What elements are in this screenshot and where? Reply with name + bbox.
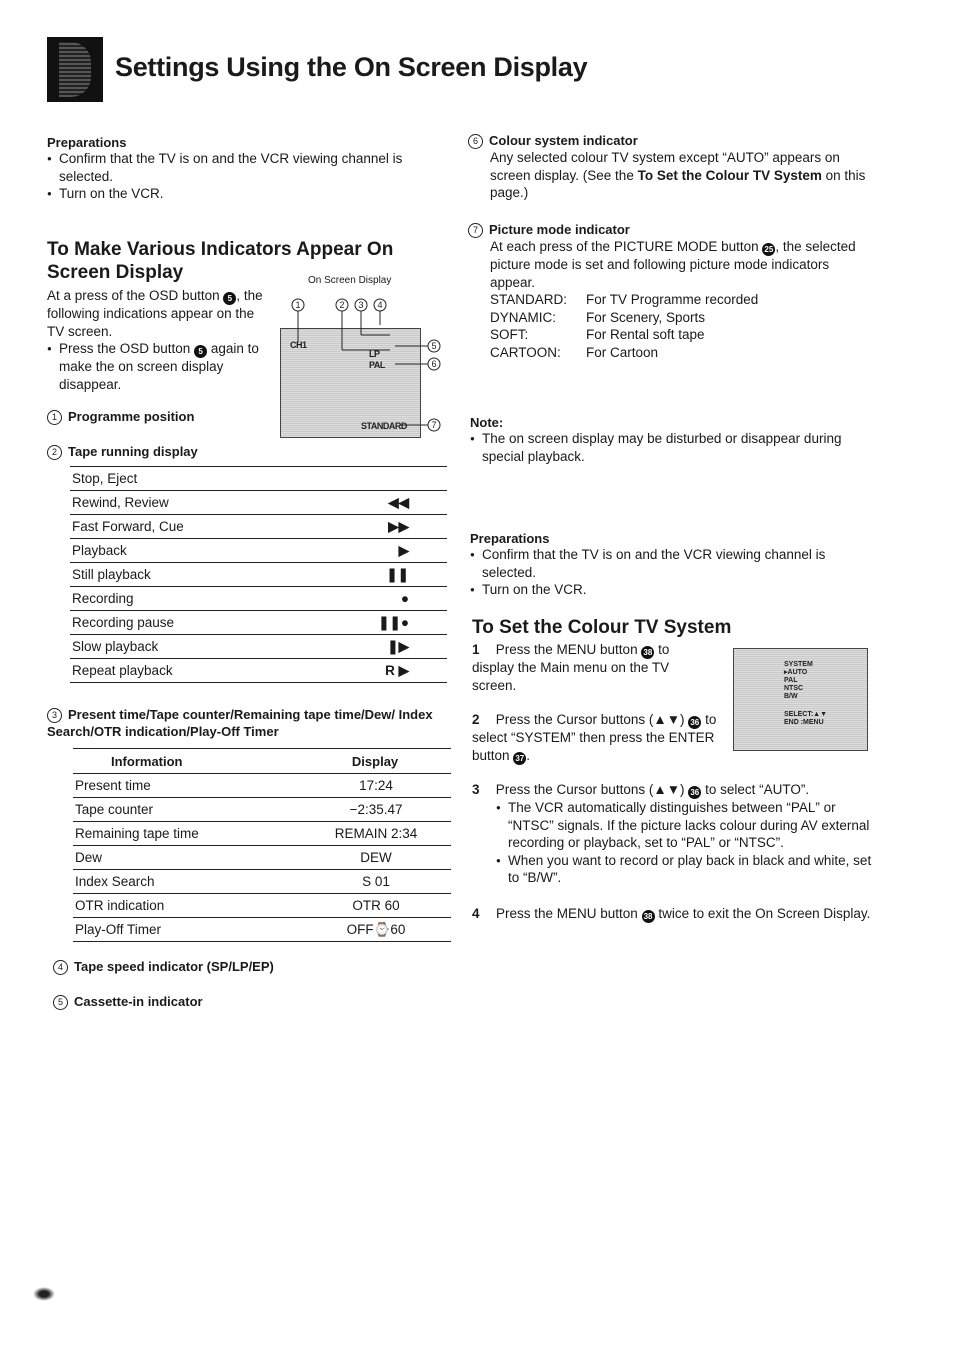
table-row bbox=[70, 611, 447, 635]
item-tape-speed bbox=[53, 959, 274, 975]
display-cell: DEW bbox=[299, 846, 451, 870]
step-text-mid: to select “SYSTEM” then press the ENTER button bbox=[472, 712, 717, 763]
picture-mode-text-end: , the selected picture mode is set and following picture mode indicators appear. bbox=[490, 239, 856, 290]
callout-2: 2 bbox=[339, 300, 345, 310]
item-label: Present time/Tape counter/Remaining tape time/Dew/ Index Search/OTR indication/Play-Off Timer bbox=[47, 707, 433, 739]
colour-system-link: To Set the Colour TV System bbox=[637, 167, 822, 183]
item-label: Programme position bbox=[68, 409, 195, 424]
picture-mode-row bbox=[490, 344, 868, 362]
table-row bbox=[73, 894, 451, 918]
tape-symbol-cell: ● bbox=[302, 587, 447, 611]
preparations-block bbox=[47, 135, 447, 203]
item-number: 1 bbox=[47, 410, 62, 425]
item-number: 2 bbox=[47, 445, 62, 460]
item-label: Picture mode indicator bbox=[489, 222, 630, 237]
step-text: Press the MENU button bbox=[495, 642, 642, 657]
system-menu-figure bbox=[733, 648, 868, 751]
step-number: 2 bbox=[472, 712, 480, 727]
note-text: ● The on screen display may be disturbed or disappear during special playback. bbox=[470, 430, 870, 465]
step-text: Press the Cursor buttons (▲▼) bbox=[495, 712, 689, 727]
info-cell: OTR indication bbox=[73, 894, 299, 918]
item-label: Colour system indicator bbox=[489, 133, 638, 148]
item-label: Tape speed indicator (SP/LP/EP) bbox=[74, 959, 274, 974]
tape-symbol-cell: ❚❚● bbox=[302, 611, 447, 635]
table-row bbox=[70, 539, 447, 563]
col-header-display: Display bbox=[299, 749, 451, 774]
tape-symbol-cell: ◀◀ bbox=[302, 491, 447, 515]
table-row bbox=[73, 798, 451, 822]
menu-label: PAL bbox=[784, 677, 798, 684]
prep-item: ● Turn on the VCR. bbox=[47, 185, 447, 203]
tape-mode-cell: Fast Forward, Cue bbox=[70, 515, 302, 539]
callout-1: 1 bbox=[295, 300, 301, 310]
osd-button-icon: 5 bbox=[194, 345, 207, 358]
item-tape-running bbox=[47, 444, 198, 460]
info-cell: Remaining tape time bbox=[73, 822, 299, 846]
step-text: Press the Cursor buttons (▲▼) bbox=[495, 782, 689, 797]
cursor-button-icon: 36 bbox=[688, 716, 701, 729]
tape-symbol-cell: ▶ bbox=[302, 539, 447, 563]
bullet-text: Press the OSD button bbox=[59, 341, 191, 356]
callout-4: 4 bbox=[377, 300, 383, 310]
table-row bbox=[73, 846, 451, 870]
table-row bbox=[70, 467, 447, 491]
table-row bbox=[70, 491, 447, 515]
display-cell: −2:35.47 bbox=[299, 798, 451, 822]
step-4 bbox=[472, 905, 872, 923]
table-row bbox=[70, 563, 447, 587]
menu-label: B/W bbox=[784, 693, 798, 700]
callout-3: 3 bbox=[358, 300, 364, 310]
picture-mode-row bbox=[490, 309, 868, 327]
item-number: 4 bbox=[53, 960, 68, 975]
table-row bbox=[70, 635, 447, 659]
osd-intro bbox=[47, 287, 265, 340]
picture-mode-row bbox=[490, 291, 868, 309]
tape-mode-cell: Repeat playback bbox=[70, 659, 302, 683]
mode-desc: For Rental soft tape bbox=[586, 327, 705, 343]
step-text: Press the MENU button bbox=[496, 906, 642, 921]
item-number: 5 bbox=[53, 995, 68, 1010]
item-colour-system bbox=[468, 133, 868, 202]
pal-label: PAL bbox=[369, 360, 385, 370]
step-1 bbox=[472, 641, 697, 694]
tape-symbol-cell: ❚▶ bbox=[302, 635, 447, 659]
step-3-bullet: ● The VCR automatically distinguishes between “PAL” or “NTSC” signals. If the picture lacks colour during AV external recording or playback, set to “PAL” or “NTSC”. bbox=[496, 799, 872, 852]
step-2 bbox=[472, 711, 724, 765]
mode-name: STANDARD: bbox=[490, 292, 568, 308]
figure-callout-lines bbox=[275, 295, 447, 435]
item-label: Cassette-in indicator bbox=[74, 994, 203, 1009]
step-text-end: twice to exit the On Screen Display. bbox=[654, 906, 871, 921]
col-header-information: Information bbox=[73, 749, 299, 774]
display-cell: S 01 bbox=[299, 870, 451, 894]
step-text-end: to display the Main menu on the TV screen. bbox=[472, 642, 670, 693]
mode-name: CARTOON: bbox=[490, 344, 561, 360]
info-cell: Present time bbox=[73, 774, 299, 798]
item-label: Tape running display bbox=[68, 444, 198, 459]
note-heading: Note: bbox=[470, 415, 504, 430]
item-number: 7 bbox=[468, 223, 483, 238]
preparations-heading: Preparations bbox=[470, 531, 550, 546]
cursor-button-icon: 36 bbox=[688, 786, 701, 799]
tape-mode-cell: Still playback bbox=[70, 563, 302, 587]
picture-mode-text: At each press of the PICTURE MODE button bbox=[490, 239, 759, 254]
preparations-heading: Preparations bbox=[47, 135, 127, 150]
table-row bbox=[73, 774, 451, 798]
tape-mode-cell: Recording bbox=[70, 587, 302, 611]
callout-6: 6 bbox=[431, 359, 437, 369]
table-row bbox=[73, 918, 451, 942]
display-cell: 17:24 bbox=[299, 774, 451, 798]
mode-desc: For Cartoon bbox=[586, 344, 659, 360]
menu-label: SELECT:▲▼ bbox=[784, 711, 828, 718]
picture-mode-list bbox=[468, 291, 868, 361]
step-3 bbox=[472, 781, 872, 887]
tape-mode-cell: Playback bbox=[70, 539, 302, 563]
tape-mode-cell: Rewind, Review bbox=[70, 491, 302, 515]
step-text-end: . bbox=[526, 747, 531, 763]
intro-text-rest: , the following indications appear on the TV screen. bbox=[47, 288, 263, 339]
table-row bbox=[70, 659, 447, 683]
tape-symbol-cell: ❚❚ bbox=[302, 563, 447, 587]
enter-button-icon: 37 bbox=[513, 752, 526, 765]
tape-symbol-cell: ▶▶ bbox=[302, 515, 447, 539]
prep-item: ● Confirm that the TV is on and the VCR viewing channel is selected. bbox=[470, 546, 870, 581]
page-smudge bbox=[33, 1287, 55, 1301]
step-number: 4 bbox=[472, 906, 480, 921]
intro-text: At a press of the OSD button bbox=[47, 288, 220, 303]
table-row bbox=[73, 822, 451, 846]
step-text-end: to select “AUTO”. bbox=[701, 782, 810, 797]
colour-system-text-end: on this page.) bbox=[490, 167, 866, 201]
page-title: Settings Using the On Screen Display bbox=[115, 52, 588, 82]
info-cell: Index Search bbox=[73, 870, 299, 894]
mode-desc: For Scenery, Sports bbox=[586, 309, 706, 325]
tape-symbol-cell: R ▶ bbox=[302, 659, 447, 683]
info-cell: Play-Off Timer bbox=[73, 918, 299, 942]
item-number: 6 bbox=[468, 134, 483, 149]
info-cell: Dew bbox=[73, 846, 299, 870]
note-block bbox=[470, 415, 870, 465]
item-programme-position bbox=[47, 409, 194, 425]
table-row bbox=[70, 587, 447, 611]
speed-label: LP bbox=[369, 349, 380, 359]
menu-button-icon: 38 bbox=[641, 646, 654, 659]
info-cell: Tape counter bbox=[73, 798, 299, 822]
menu-button-icon: 38 bbox=[642, 910, 655, 923]
display-cell: OFF⌚60 bbox=[299, 918, 451, 942]
menu-label: END :MENU bbox=[784, 719, 824, 726]
mode-name: SOFT: bbox=[490, 327, 529, 343]
callout-5: 5 bbox=[431, 341, 437, 351]
colour-system-text: Any selected colour TV system except “AUTO” appears on screen display. (See the bbox=[490, 150, 840, 183]
menu-label: NTSC bbox=[784, 685, 804, 692]
tape-mode-cell: Recording pause bbox=[70, 611, 302, 635]
item-cassette-in bbox=[53, 994, 203, 1010]
osd-bullet bbox=[47, 340, 259, 393]
menu-label: SYSTEM bbox=[784, 661, 813, 668]
menu-label: ▸AUTO bbox=[784, 669, 808, 676]
prep-item: ● Turn on the VCR. bbox=[470, 581, 870, 599]
figure-caption: On Screen Display bbox=[308, 275, 392, 286]
info-table bbox=[73, 748, 451, 942]
mode-name: DYNAMIC: bbox=[490, 309, 557, 325]
colour-tv-section bbox=[472, 616, 731, 639]
picture-mode-button-icon: 25 bbox=[762, 243, 775, 256]
standard-label: STANDARD bbox=[361, 421, 407, 431]
section-heading: To Set the Colour TV System bbox=[472, 617, 732, 638]
picture-mode-row bbox=[490, 326, 868, 344]
tape-mode-cell: Slow playback bbox=[70, 635, 302, 659]
channel-label: CH1 bbox=[290, 340, 307, 350]
section-heading: To Make Various Indicators Appear On Screen Display bbox=[47, 239, 394, 283]
table-row bbox=[70, 515, 447, 539]
osd-button-icon: 5 bbox=[223, 292, 236, 305]
display-cell: OTR 60 bbox=[299, 894, 451, 918]
step-3-bullet: ● When you want to record or play back in black and white, set to “B/W”. bbox=[496, 852, 872, 887]
tape-mode-cell: Stop, Eject bbox=[70, 467, 302, 491]
step-number: 1 bbox=[472, 642, 480, 657]
preparations-block-2 bbox=[470, 531, 870, 599]
tape-running-table bbox=[70, 466, 447, 683]
table-row bbox=[73, 870, 451, 894]
item-present-time bbox=[47, 706, 447, 740]
prep-item: ● Confirm that the TV is on and the VCR viewing channel is selected. bbox=[47, 150, 447, 185]
tape-symbol-cell bbox=[302, 467, 447, 491]
display-cell: REMAIN 2:34 bbox=[299, 822, 451, 846]
item-picture-mode bbox=[468, 222, 868, 362]
item-number: 3 bbox=[47, 708, 62, 723]
section-tab-marker bbox=[47, 37, 103, 102]
step-number: 3 bbox=[472, 782, 480, 797]
bullet-text-rest: again to make the on screen display disappear. bbox=[59, 341, 259, 392]
mode-desc: For TV Programme recorded bbox=[586, 292, 759, 308]
callout-7: 7 bbox=[431, 420, 437, 430]
